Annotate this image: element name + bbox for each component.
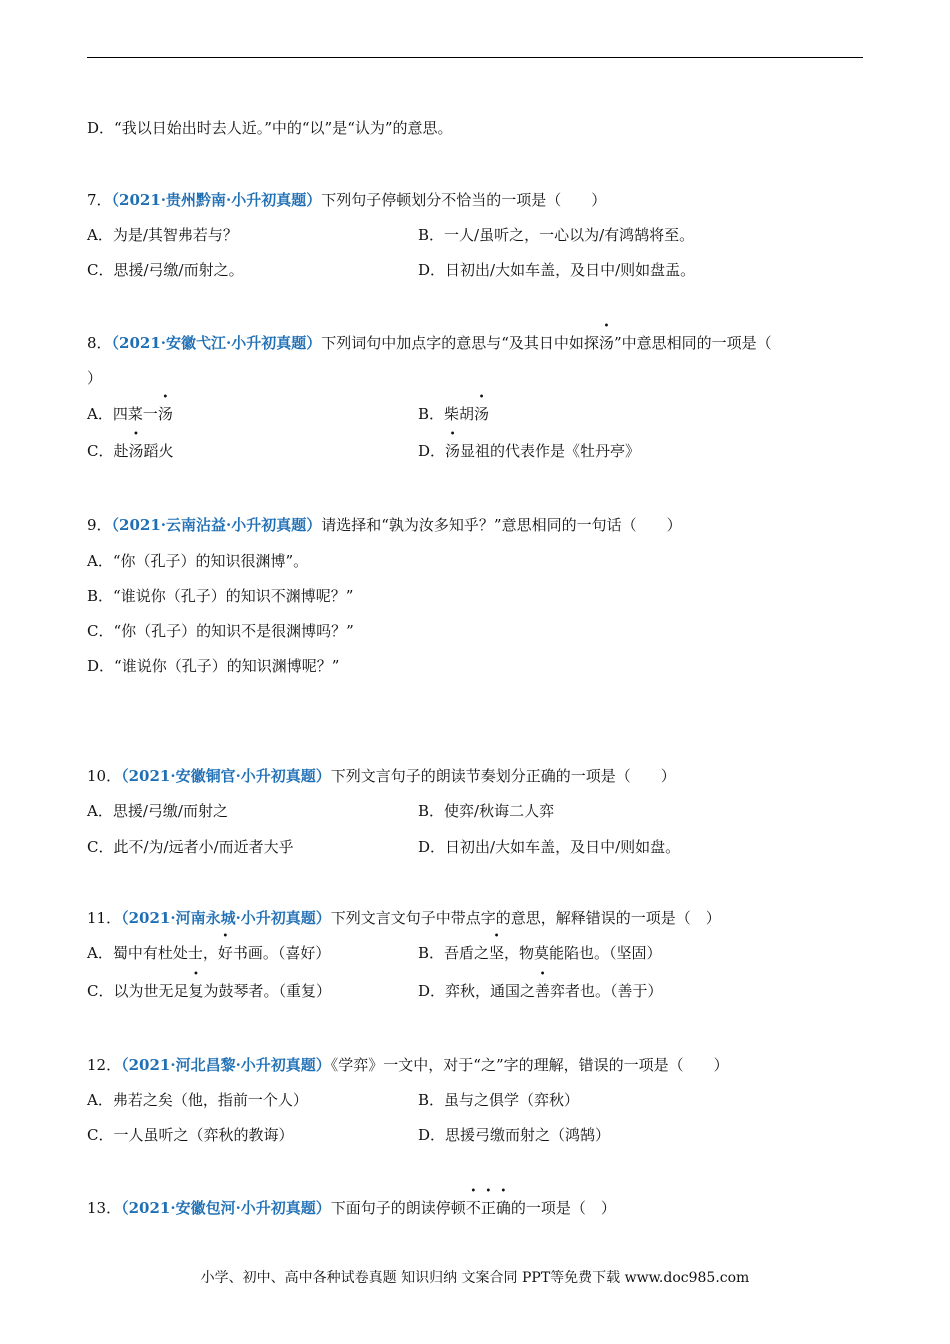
q8-option-c-text-post: 蹈火 (143, 442, 174, 460)
q12-option-c: C．一人虽听之（弈秋的教诲） (87, 1126, 294, 1144)
q11-option-b-text-post: ，物莫能陷也。（坚固） (504, 944, 662, 962)
q8-source: （2021·安徽弋江·小升初真题） (111, 334, 322, 352)
q11-option-a-text-post: 书画。（喜好） (232, 944, 331, 962)
q9-stem (87, 515, 682, 535)
q7-option-d: D．日初出/大如车盖，及日中/则如盘盂。 (418, 261, 696, 279)
q7-text: 下列句子停顿划分不恰当的一项是（ ） (321, 191, 607, 209)
q8-option-b-dotted: 汤 (474, 405, 490, 423)
q12-option-d: D．思援弓缴而射之（鸿鹄） (418, 1126, 611, 1144)
q10-option-c: C．此不/为/远者小/而近者大乎 (87, 838, 294, 856)
q10-option-d: D．日初出/大如车盖，及日中/则如盘。 (418, 838, 681, 856)
q13-number: 13． (87, 1199, 122, 1217)
q11-option-b (418, 943, 662, 963)
q8-text-pre: 下列词句中加点字的意思与“及其日中如探 (321, 334, 599, 352)
q8-option-b-text: B．柴胡 (418, 405, 475, 423)
q12-number: 12． (87, 1056, 122, 1074)
q8-option-c (87, 441, 174, 461)
q13-dotted-char-2: 正 (480, 1199, 496, 1217)
q10-option-b: B．使弈/秋诲二人弈 (418, 802, 555, 820)
q11-option-c-dotted: 复 (188, 982, 204, 1000)
q10-stem (87, 766, 676, 786)
q11-option-d-text: D．弈秋，通国之 (418, 982, 536, 1000)
q13-dotted-char-1: 不 (465, 1199, 481, 1217)
q11-option-c-text: C．以为世无足 (87, 982, 189, 1000)
q13-dotted-char-3: 确 (495, 1199, 511, 1217)
q13-stem (87, 1198, 616, 1218)
q8-stem (87, 333, 772, 353)
q8-option-d (418, 441, 640, 461)
q11-number: 11． (87, 909, 122, 927)
q7-option-a: A．为是/其智弗若与？ (87, 226, 238, 244)
q12-source: （2021·河北昌黎·小升初真题） (121, 1056, 331, 1074)
q11-option-b-dotted: 坚 (489, 944, 505, 962)
q11-text: 下列文言文句子中带点字的意思，解释错误的一项是（ ） (330, 909, 721, 927)
q10-text: 下列文言句子的朗读节奏划分正确的一项是（ ） (330, 767, 676, 785)
q13-text-post: 的一项是（ ） (510, 1199, 616, 1217)
q12-stem (87, 1055, 729, 1075)
q8-number: 8． (87, 334, 112, 352)
q9-text: 请选择和“孰为汝多知乎？”意思相同的一句话（ ） (321, 516, 682, 534)
q11-option-a (87, 943, 330, 963)
page-footer: 小学、初中、高中各种试卷真题 知识归纳 文案合同 PPT等免费下载 www.doc985.com (200, 1270, 750, 1286)
q9-option-b: B．“谁说你（孔子）的知识不渊博呢？” (87, 587, 354, 605)
header-rule (87, 57, 863, 58)
q8-option-a (87, 404, 173, 424)
q11-option-c (87, 981, 331, 1001)
q11-option-d-dotted: 善 (535, 982, 551, 1000)
q8-option-d-text-post: 显祖的代表作是《牡丹亭》 (460, 442, 641, 460)
q8-dotted-char: 汤 (598, 334, 614, 352)
q11-option-b-text: B．吾盾之 (418, 944, 490, 962)
q10-option-a: A．思援/弓缴/而射之 (87, 802, 228, 820)
q8-option-d-text: D． (418, 442, 446, 460)
q9-option-c: C．“你（孔子）的知识不是很渊博吗？” (87, 622, 354, 640)
q7-source: （2021·贵州黔南·小升初真题） (111, 191, 322, 209)
q10-number: 10． (87, 767, 122, 785)
q8-option-b (418, 404, 489, 424)
q12-text: 《学弈》一文中，对于“之”字的理解，错误的一项是（ ） (330, 1056, 729, 1074)
q8-text-post: ”中意思相同的一项是（ (613, 334, 772, 352)
q11-option-a-dotted: 好 (217, 944, 233, 962)
q11-option-c-text-post: 为鼓琴者。（重复） (203, 982, 332, 1000)
q8-option-d-dotted: 汤 (445, 442, 461, 460)
q11-option-d-text-post: 弈者也。（善于） (550, 982, 663, 1000)
q7-stem (87, 190, 606, 210)
q10-source: （2021·安徽铜官·小升初真题） (121, 767, 331, 785)
q8-option-c-text: C．赴 (87, 442, 129, 460)
q9-number: 9． (87, 516, 112, 534)
q8-stem-continued: ） (87, 369, 103, 387)
q9-option-d: D．“谁说你（孔子）的知识渊博呢？” (87, 657, 340, 675)
q8-option-a-text: A．四菜一 (87, 405, 158, 423)
q13-source: （2021·安徽包河·小升初真题） (121, 1199, 331, 1217)
q7-number: 7． (87, 191, 112, 209)
q12-option-b: B．虽与之俱学（弈秋） (418, 1091, 580, 1109)
q7-option-c: C．思援/弓缴/而射之。 (87, 261, 244, 279)
q9-option-a: A．“你（孔子）的知识很渊博”。 (87, 552, 309, 570)
q8-option-a-dotted: 汤 (157, 405, 173, 423)
q13-text-pre: 下面句子的朗读停顿 (330, 1199, 466, 1217)
q8-option-c-dotted: 汤 (128, 442, 144, 460)
q9-source: （2021·云南沾益·小升初真题） (111, 516, 322, 534)
q11-source: （2021·河南永城·小升初真题） (121, 909, 331, 927)
q11-stem (87, 908, 721, 928)
q11-option-a-text: A．蜀中有杜处士， (87, 944, 218, 962)
q12-option-a: A．弗若之矣（他，指前一个人） (87, 1091, 308, 1109)
q11-option-d (418, 981, 663, 1001)
q6-option-d: D．“我以日始出时去人近。”中的“以”是“认为”的意思。 (87, 119, 453, 137)
q7-option-b: B．一人/虽听之，一心以为/有鸿鹄将至。 (418, 226, 695, 244)
